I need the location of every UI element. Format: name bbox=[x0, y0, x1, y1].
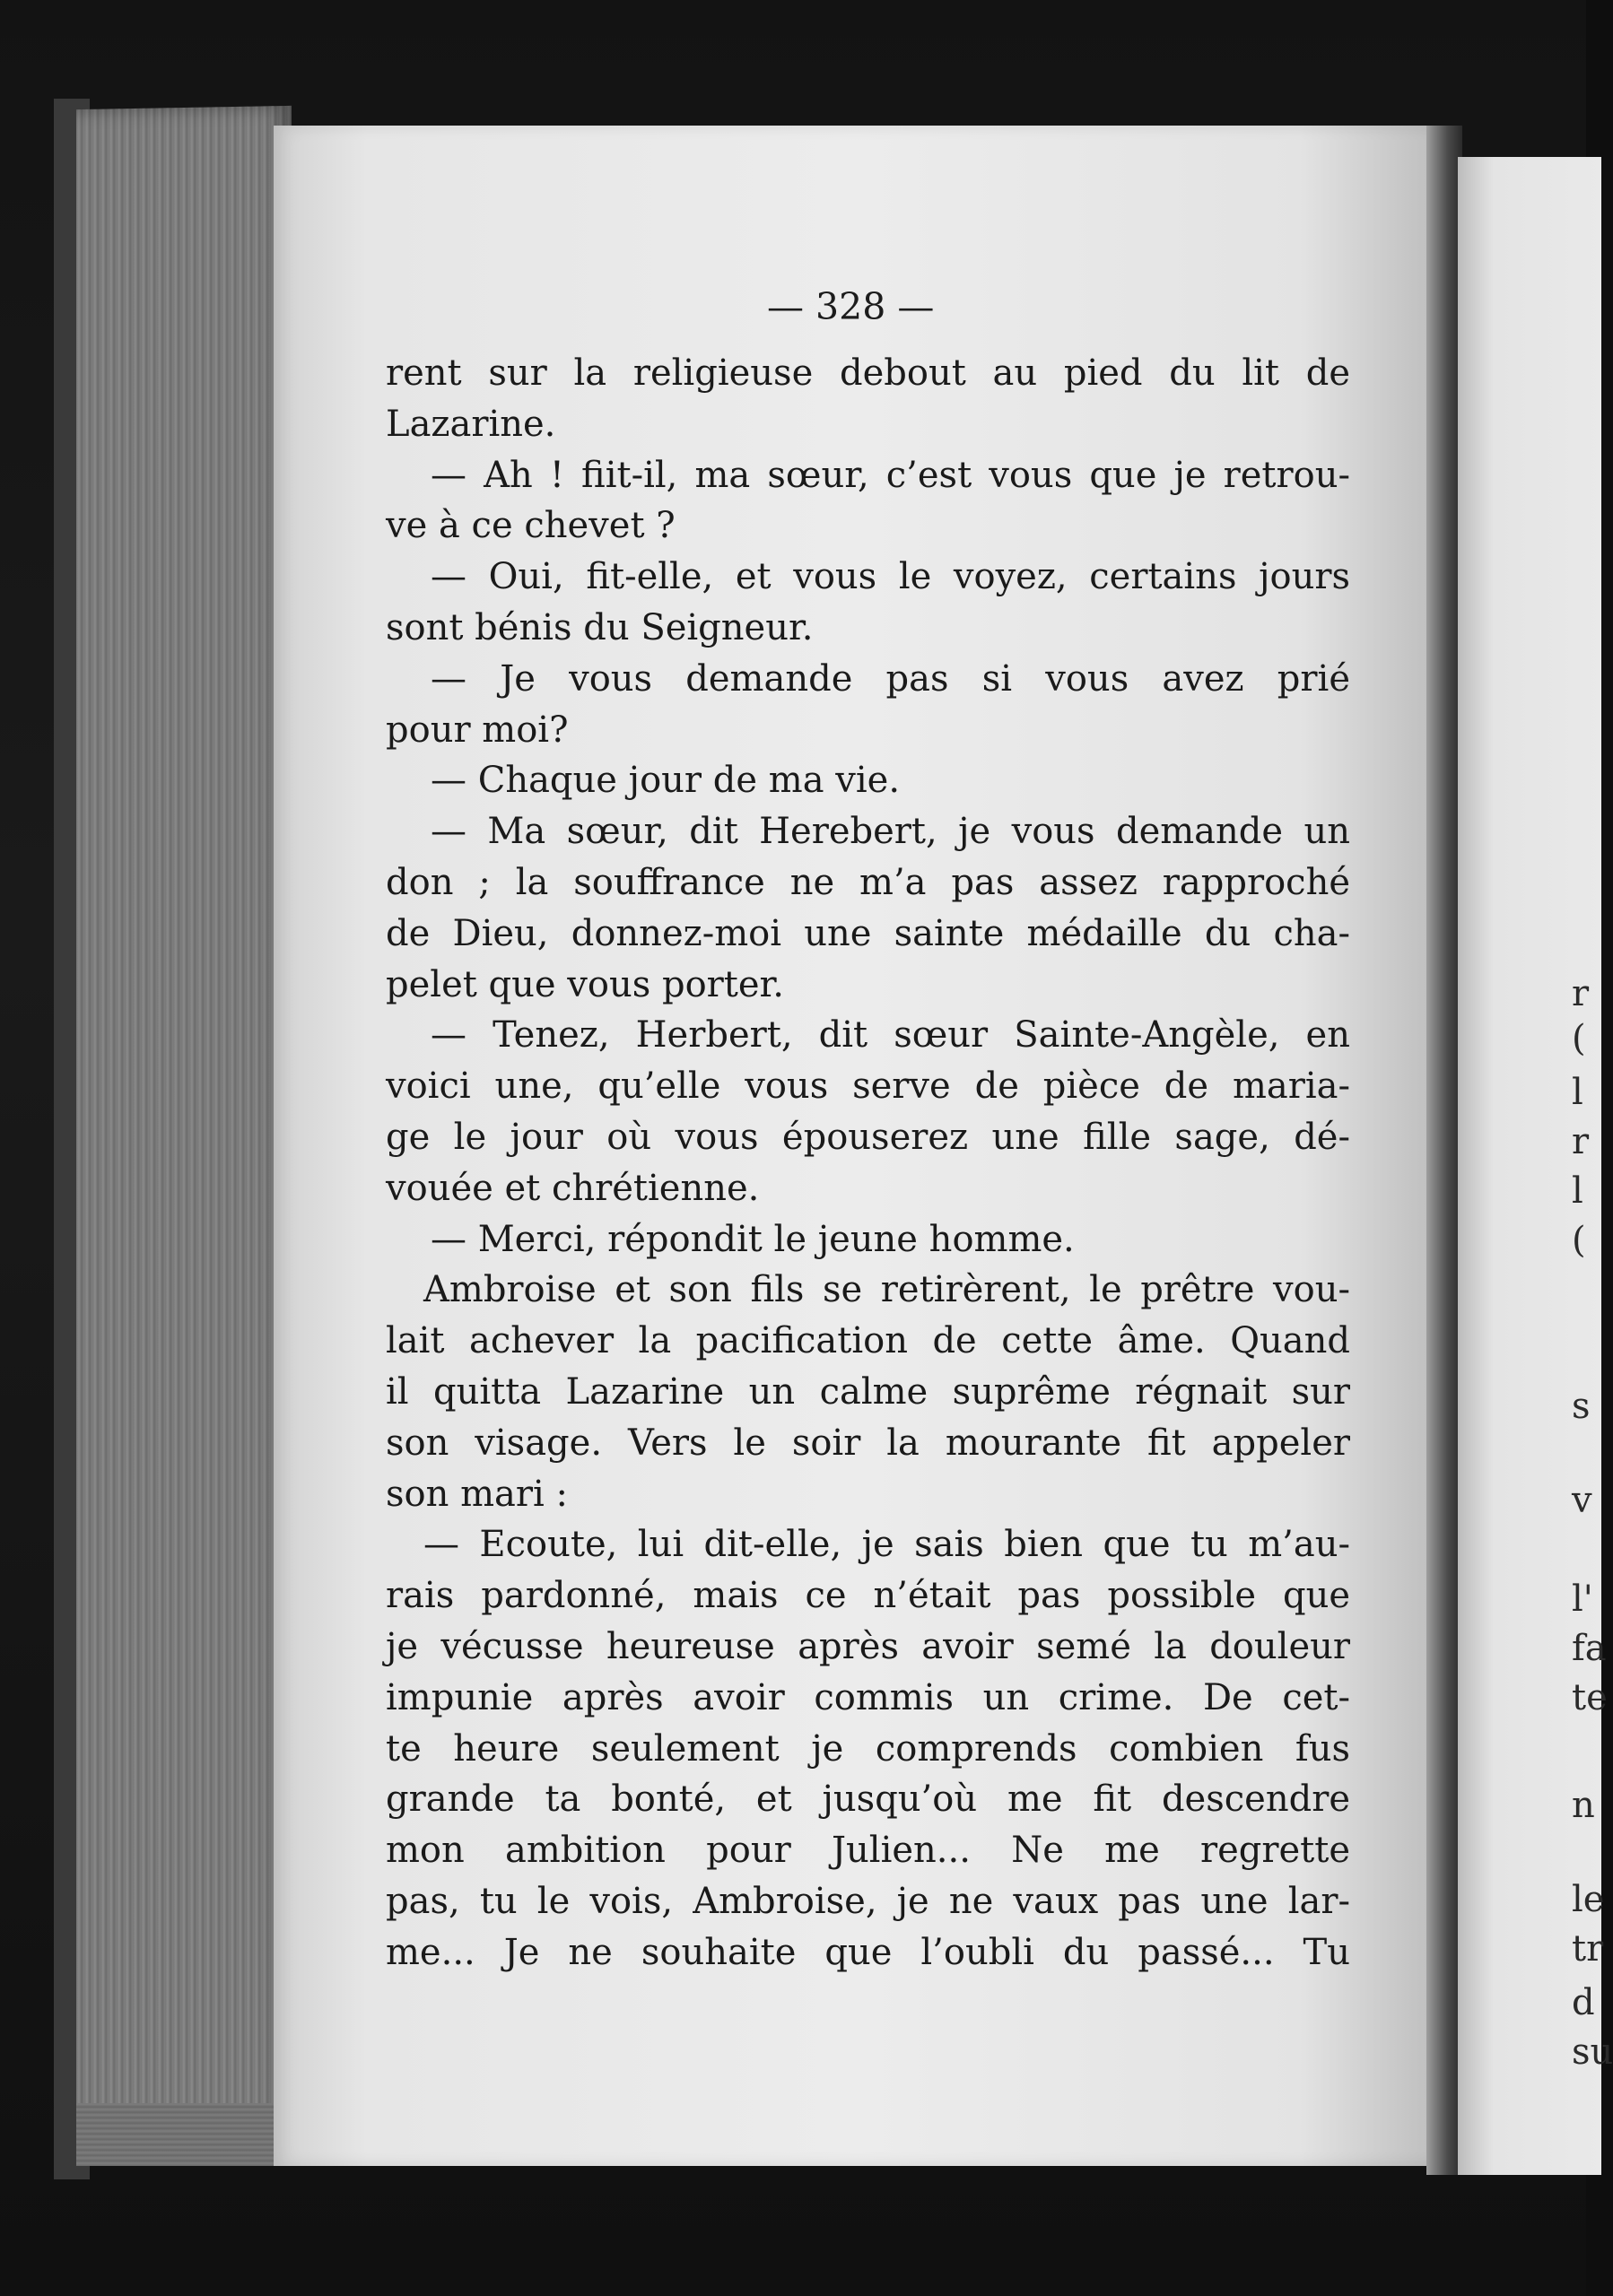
text-line: — Ah ! fiit-il, ma sœur, c’est vous que je retrou- bbox=[431, 454, 1350, 496]
text-line: sont bénis du Seigneur. bbox=[386, 606, 814, 648]
text-line: impunie après avoir commis un crime. De cet- bbox=[386, 1676, 1350, 1718]
book-page-edges bbox=[76, 106, 292, 2163]
text-line: de Dieu, donnez-moi une sainte médaille du cha- bbox=[386, 912, 1350, 954]
text-line: — Merci, répondit le jeune homme. bbox=[431, 1218, 1075, 1260]
text-line: ve à ce chevet ? bbox=[386, 505, 676, 547]
page-body-text bbox=[386, 348, 1350, 1979]
text-line: te heure seulement je comprends combien fus bbox=[386, 1727, 1350, 1770]
text-line: Ambroise et son fils se retirèrent, le prêtre vou- bbox=[423, 1269, 1350, 1311]
text-line: pour moi? bbox=[386, 709, 569, 751]
facing-page-fragment: le bbox=[1572, 1879, 1605, 1920]
text-line: grande ta bonté, et jusqu’où me fit descendre bbox=[386, 1779, 1350, 1821]
text-line: Lazarine. bbox=[386, 403, 556, 445]
text-line: don ; la souffrance ne m’a pas assez rapproché bbox=[386, 861, 1350, 903]
text-line: — Ecoute, lui dit-elle, je sais bien que tu m’au- bbox=[423, 1524, 1350, 1566]
facing-page-fragment: l' bbox=[1572, 1578, 1593, 1620]
text-line: me... Je ne souhaite que l’oubli du passé... Tu bbox=[386, 1931, 1350, 1973]
right-facing-page bbox=[1458, 157, 1604, 2175]
facing-page-fragment: l bbox=[1572, 1072, 1583, 1113]
facing-page-fragment: r bbox=[1572, 1121, 1590, 1162]
text-line: — Je vous demande pas si vous avez prié bbox=[431, 657, 1350, 700]
text-line: pas, tu le vois, Ambroise, je ne vaux pas une lar- bbox=[386, 1880, 1350, 1922]
facing-page-fragment: n bbox=[1572, 1785, 1595, 1826]
facing-page-fragment: fa bbox=[1572, 1628, 1607, 1669]
text-line: je vécusse heureuse après avoir semé la douleur bbox=[386, 1625, 1350, 1667]
book-gutter bbox=[1426, 126, 1462, 2175]
text-line: rais pardonné, mais ce n’était pas possible que bbox=[386, 1575, 1350, 1617]
facing-page-fragment: tr bbox=[1572, 1928, 1604, 1970]
facing-page-fragment: s bbox=[1572, 1386, 1591, 1427]
facing-page-fragment: su bbox=[1572, 2031, 1613, 2073]
facing-page-fragment: ( bbox=[1572, 1018, 1586, 1059]
facing-page-fragment: ( bbox=[1572, 1220, 1586, 1261]
text-line: voici une, qu’elle vous serve de pièce de maria- bbox=[386, 1065, 1350, 1108]
text-line: mon ambition pour Julien... Ne me regrette bbox=[386, 1830, 1350, 1872]
text-line: — Chaque jour de ma vie. bbox=[431, 760, 901, 802]
facing-page-fragment: r bbox=[1572, 973, 1590, 1014]
text-line: lait achever la pacification de cette âme. Quand bbox=[386, 1320, 1350, 1362]
text-line: — Oui, fit-elle, et vous le voyez, certains jours bbox=[431, 556, 1350, 598]
facing-page-fragment: te bbox=[1572, 1677, 1608, 1718]
text-line: — Ma sœur, dit Herebert, je vous demande un bbox=[431, 811, 1350, 853]
text-line: ge le jour où vous épouserez une fille sage, dé- bbox=[386, 1116, 1350, 1158]
text-line: son visage. Vers le soir la mourante fit appeler bbox=[386, 1422, 1350, 1464]
facing-page-fragment: d bbox=[1572, 1982, 1595, 2023]
page-number: — 328 — bbox=[767, 285, 935, 328]
facing-page-fragment: v bbox=[1572, 1480, 1592, 1521]
text-line: vouée et chrétienne. bbox=[386, 1167, 760, 1209]
text-line: pelet que vous porter. bbox=[386, 963, 784, 1005]
text-line: rent sur la religieuse debout au pied du lit de bbox=[386, 352, 1350, 394]
text-line: il quitta Lazarine un calme suprême régnait sur bbox=[386, 1370, 1350, 1413]
text-line: son mari : bbox=[386, 1473, 568, 1515]
text-line: — Tenez, Herbert, dit sœur Sainte-Angèle, en bbox=[431, 1014, 1350, 1057]
facing-page-fragment: l bbox=[1572, 1170, 1583, 1212]
